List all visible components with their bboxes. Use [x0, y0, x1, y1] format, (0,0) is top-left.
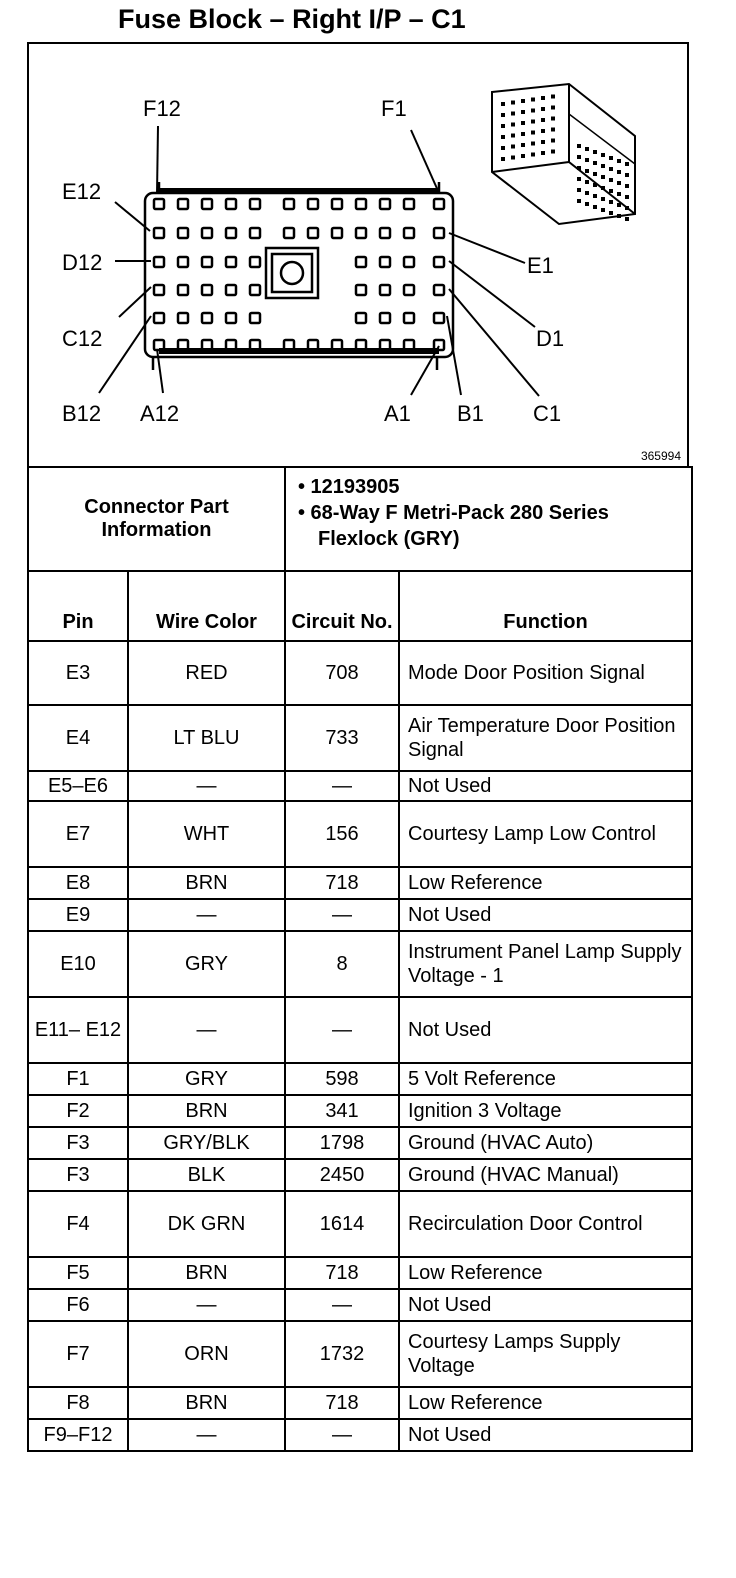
table-row — [28, 771, 692, 801]
iso-cavity — [585, 169, 589, 173]
table-row — [28, 867, 692, 899]
iso-cavity — [593, 194, 597, 198]
function-cell: Courtesy Lamps Supply Voltage — [399, 1321, 692, 1387]
iso-cavity — [521, 154, 525, 158]
iso-cavity — [625, 206, 629, 210]
iso-cavity — [521, 132, 525, 136]
iso-cavity — [601, 175, 605, 179]
label-c12: C12 — [62, 326, 103, 351]
iso-cavity — [593, 150, 597, 154]
iso-cavity — [601, 153, 605, 157]
terminal-cavity — [250, 313, 260, 323]
iso-cavity — [601, 197, 605, 201]
terminal-cavity — [154, 313, 164, 323]
label-a1: A1 — [384, 401, 411, 426]
circuit-no-cell: 2450 — [285, 1159, 399, 1191]
label-e1: E1 — [527, 253, 554, 278]
iso-cavity — [593, 161, 597, 165]
pin-cell: F9–F12 — [28, 1419, 128, 1451]
function-cell: Instrument Panel Lamp Supply Voltage - 1 — [399, 931, 692, 997]
circuit-no-cell: 341 — [285, 1095, 399, 1127]
pin-cell: F8 — [28, 1387, 128, 1419]
iso-cavity — [531, 120, 535, 124]
terminal-cavity — [308, 228, 318, 238]
function-cell: Mode Door Position Signal — [399, 641, 692, 705]
iso-cavity — [625, 162, 629, 166]
terminal-cavity — [250, 228, 260, 238]
iso-cavity — [609, 167, 613, 171]
iso-cavity — [541, 118, 545, 122]
iso-cavity — [577, 155, 581, 159]
iso-cavity — [531, 98, 535, 102]
terminal-cavity — [380, 257, 390, 267]
iso-cavity — [625, 184, 629, 188]
circuit-no-cell: 1798 — [285, 1127, 399, 1159]
pin-cell: F3 — [28, 1159, 128, 1191]
terminal-cavity — [380, 313, 390, 323]
iso-cavity — [609, 156, 613, 160]
function-cell: Not Used — [399, 771, 692, 801]
function-cell: Ground (HVAC Manual) — [399, 1159, 692, 1191]
circuit-no-cell: 1614 — [285, 1191, 399, 1257]
terminal-cavity — [178, 199, 188, 209]
iso-cavity — [531, 109, 535, 113]
iso-cavity — [501, 157, 505, 161]
iso-cavity — [521, 121, 525, 125]
terminal-cavity — [154, 285, 164, 295]
iso-cavity — [617, 203, 621, 207]
iso-cavity — [617, 181, 621, 185]
iso-cavity — [541, 107, 545, 111]
iso-cavity — [501, 124, 505, 128]
iso-cavity — [609, 189, 613, 193]
terminal-cavity — [154, 228, 164, 238]
table-row — [28, 1321, 692, 1387]
label-f1: F1 — [381, 96, 407, 121]
iso-cavity — [601, 208, 605, 212]
table-row — [28, 1257, 692, 1289]
function-cell: Not Used — [399, 997, 692, 1063]
pin-cell: E5–E6 — [28, 771, 128, 801]
circuit-no-cell: 156 — [285, 801, 399, 867]
iso-cavity — [551, 95, 555, 99]
wire-color-cell: — — [128, 771, 285, 801]
iso-cavity — [511, 101, 515, 105]
iso-cavity — [585, 158, 589, 162]
table-row — [28, 1387, 692, 1419]
iso-cavity — [551, 117, 555, 121]
iso-cavity — [541, 129, 545, 133]
terminal-cavity — [404, 257, 414, 267]
wire-color-cell: BRN — [128, 867, 285, 899]
terminal-cavity — [356, 313, 366, 323]
iso-cavity — [541, 140, 545, 144]
iso-cavity — [577, 144, 581, 148]
iso-cavity — [501, 102, 505, 106]
label-b1: B1 — [457, 401, 484, 426]
wire-color-cell: — — [128, 1419, 285, 1451]
iso-cavity — [609, 211, 613, 215]
circuit-no-cell: 718 — [285, 1387, 399, 1419]
pin-cell: F4 — [28, 1191, 128, 1257]
iso-cavity — [551, 150, 555, 154]
label-d1: D1 — [536, 326, 565, 351]
terminal-cavity — [434, 285, 444, 295]
terminal-cavity — [284, 199, 294, 209]
terminal-cavity — [434, 228, 444, 238]
function-cell: Courtesy Lamp Low Control — [399, 801, 692, 867]
terminal-cavity — [250, 257, 260, 267]
iso-cavity — [577, 199, 581, 203]
table-row — [28, 801, 692, 867]
pin-cell: E11– E12 — [28, 997, 128, 1063]
table-row — [28, 1289, 692, 1321]
iso-cavity — [551, 106, 555, 110]
circuit-no-cell: 718 — [285, 867, 399, 899]
terminal-cavity — [434, 313, 444, 323]
iso-cavity — [593, 183, 597, 187]
iso-cavity — [625, 173, 629, 177]
table-row — [28, 1127, 692, 1159]
pin-cell: E3 — [28, 641, 128, 705]
circuit-no-header: Circuit No. — [285, 571, 399, 641]
pin-table — [27, 570, 693, 1452]
function-cell: Low Reference — [399, 1387, 692, 1419]
iso-cavity — [511, 156, 515, 160]
iso-cavity — [617, 214, 621, 218]
wire-color-cell: LT BLU — [128, 705, 285, 771]
wire-color-cell: BRN — [128, 1387, 285, 1419]
wire-color-cell: RED — [128, 641, 285, 705]
function-cell: Recirculation Door Control — [399, 1191, 692, 1257]
label-e12: E12 — [62, 179, 102, 204]
terminal-cavity — [356, 199, 366, 209]
terminal-cavity — [250, 285, 260, 295]
terminal-cavity — [202, 199, 212, 209]
iso-cavity — [617, 170, 621, 174]
iso-cavity — [531, 131, 535, 135]
pin-cell: F3 — [28, 1127, 128, 1159]
terminal-cavity — [178, 228, 188, 238]
connector-3d-view — [492, 84, 635, 224]
wire-color-cell: BRN — [128, 1095, 285, 1127]
label-a12: A12 — [140, 401, 180, 426]
connector-info-heading: Connector Part Information — [28, 467, 285, 571]
iso-cavity — [601, 186, 605, 190]
terminal-cavity — [404, 199, 414, 209]
circuit-no-cell: — — [285, 899, 399, 931]
connector-info-list — [285, 467, 692, 571]
wire-color-cell: ORN — [128, 1321, 285, 1387]
wire-color-cell: GRY/BLK — [128, 1127, 285, 1159]
iso-cavity — [585, 180, 589, 184]
terminal-cavity — [178, 285, 188, 295]
iso-cavity — [531, 153, 535, 157]
terminal-cavity — [284, 228, 294, 238]
pin-table-body — [28, 641, 692, 1451]
iso-cavity — [511, 134, 515, 138]
circuit-no-cell: 718 — [285, 1257, 399, 1289]
table-row — [28, 931, 692, 997]
circuit-no-cell: — — [285, 771, 399, 801]
circuit-no-cell: 733 — [285, 705, 399, 771]
wire-color-cell: BRN — [128, 1257, 285, 1289]
iso-cavity — [521, 143, 525, 147]
iso-cavity — [593, 205, 597, 209]
label-f12: F12 — [143, 96, 181, 121]
terminal-cavity — [202, 257, 212, 267]
iso-cavity — [577, 166, 581, 170]
function-cell: Not Used — [399, 1419, 692, 1451]
terminal-cavity — [226, 285, 236, 295]
label-c1: C1 — [533, 401, 562, 426]
terminal-cavity — [308, 199, 318, 209]
circuit-no-cell: 598 — [285, 1063, 399, 1095]
wire-color-cell: BLK — [128, 1159, 285, 1191]
terminal-cavity — [356, 285, 366, 295]
terminal-cavity — [202, 228, 212, 238]
iso-cavity — [551, 128, 555, 132]
terminal-cavity — [404, 285, 414, 295]
label-b12: B12 — [62, 401, 102, 426]
iso-cavity — [625, 195, 629, 199]
center-bolt — [266, 248, 318, 298]
iso-cavity — [541, 151, 545, 155]
pin-cell: E10 — [28, 931, 128, 997]
function-cell: Air Temperature Door Position Signal — [399, 705, 692, 771]
terminal-cavity — [404, 228, 414, 238]
function-cell: Ground (HVAC Auto) — [399, 1127, 692, 1159]
terminal-cavity — [434, 257, 444, 267]
figure-number: 365994 — [640, 449, 681, 463]
table-row — [28, 1191, 692, 1257]
pin-cell: F2 — [28, 1095, 128, 1127]
pin-cell: F7 — [28, 1321, 128, 1387]
function-header: Function — [399, 571, 692, 641]
iso-cavity — [531, 142, 535, 146]
pin-header: Pin — [28, 571, 128, 641]
pin-cell: F1 — [28, 1063, 128, 1095]
pin-cell: E7 — [28, 801, 128, 867]
iso-cavity — [501, 135, 505, 139]
function-cell: Ignition 3 Voltage — [399, 1095, 692, 1127]
pin-cell: E8 — [28, 867, 128, 899]
table-row — [28, 1095, 692, 1127]
pin-cell: F6 — [28, 1289, 128, 1321]
iso-cavity — [511, 112, 515, 116]
terminal-cavity — [380, 285, 390, 295]
iso-cavity — [501, 146, 505, 150]
terminal-cavity — [226, 199, 236, 209]
connector-part-number: • 12193905 — [298, 476, 400, 498]
iso-cavity — [617, 159, 621, 163]
terminal-cavity — [434, 199, 444, 209]
terminal-cavity — [356, 257, 366, 267]
iso-cavity — [609, 178, 613, 182]
iso-cavity — [625, 217, 629, 221]
terminal-cavity — [356, 228, 366, 238]
circuit-no-cell: — — [285, 1419, 399, 1451]
pin-cell: E9 — [28, 899, 128, 931]
table-row — [28, 997, 692, 1063]
wire-color-cell: GRY — [128, 931, 285, 997]
terminal-cavity — [404, 313, 414, 323]
wire-color-cell: DK GRN — [128, 1191, 285, 1257]
circuit-no-cell: 1732 — [285, 1321, 399, 1387]
terminal-cavity — [380, 228, 390, 238]
terminal-cavity — [332, 199, 342, 209]
function-cell: Not Used — [399, 1289, 692, 1321]
iso-cavity — [511, 145, 515, 149]
circuit-no-cell: — — [285, 1289, 399, 1321]
terminal-cavity — [226, 257, 236, 267]
table-row — [28, 1063, 692, 1095]
iso-cavity — [501, 113, 505, 117]
iso-cavity — [609, 200, 613, 204]
connector-description: • 68-Way F Metri-Pack 280 Series Flexlock (GRY) — [298, 502, 609, 550]
connector-diagram — [27, 42, 689, 466]
terminal-cavity — [202, 313, 212, 323]
iso-cavity — [577, 188, 581, 192]
page-title: Fuse Block – Right I/P – C1 — [118, 4, 466, 34]
iso-cavity — [551, 139, 555, 143]
wire-color-cell: — — [128, 899, 285, 931]
terminal-cavity — [226, 313, 236, 323]
wire-color-cell: — — [128, 1289, 285, 1321]
terminal-cavity — [154, 199, 164, 209]
function-cell: Low Reference — [399, 867, 692, 899]
terminal-cavity — [250, 199, 260, 209]
label-d12: D12 — [62, 250, 103, 275]
pin-cell: F5 — [28, 1257, 128, 1289]
iso-cavity — [521, 110, 525, 114]
table-row — [28, 1419, 692, 1451]
connector-info-table — [27, 466, 693, 572]
wire-color-cell: WHT — [128, 801, 285, 867]
table-row — [28, 899, 692, 931]
iso-cavity — [541, 96, 545, 100]
table-row — [28, 641, 692, 705]
iso-cavity — [617, 192, 621, 196]
table-row — [28, 1159, 692, 1191]
iso-cavity — [585, 191, 589, 195]
terminal-cavity — [154, 257, 164, 267]
iso-cavity — [601, 164, 605, 168]
pin-cell: E4 — [28, 705, 128, 771]
iso-cavity — [577, 177, 581, 181]
terminal-cavity — [178, 313, 188, 323]
wire-color-cell: GRY — [128, 1063, 285, 1095]
terminal-cavity — [380, 199, 390, 209]
terminal-cavity — [226, 228, 236, 238]
function-cell: Low Reference — [399, 1257, 692, 1289]
iso-cavity — [585, 147, 589, 151]
iso-cavity — [593, 172, 597, 176]
iso-cavity — [511, 123, 515, 127]
terminal-cavity — [332, 228, 342, 238]
connector-face-drawing — [29, 44, 691, 468]
circuit-no-cell: 708 — [285, 641, 399, 705]
terminal-cavity — [178, 257, 188, 267]
function-cell: Not Used — [399, 899, 692, 931]
iso-cavity — [521, 99, 525, 103]
function-cell: 5 Volt Reference — [399, 1063, 692, 1095]
iso-cavity — [585, 202, 589, 206]
circuit-no-cell: 8 — [285, 931, 399, 997]
circuit-no-cell: — — [285, 997, 399, 1063]
wire-color-cell: — — [128, 997, 285, 1063]
terminal-cavity — [202, 285, 212, 295]
wire-color-header: Wire Color — [128, 571, 285, 641]
table-row — [28, 705, 692, 771]
